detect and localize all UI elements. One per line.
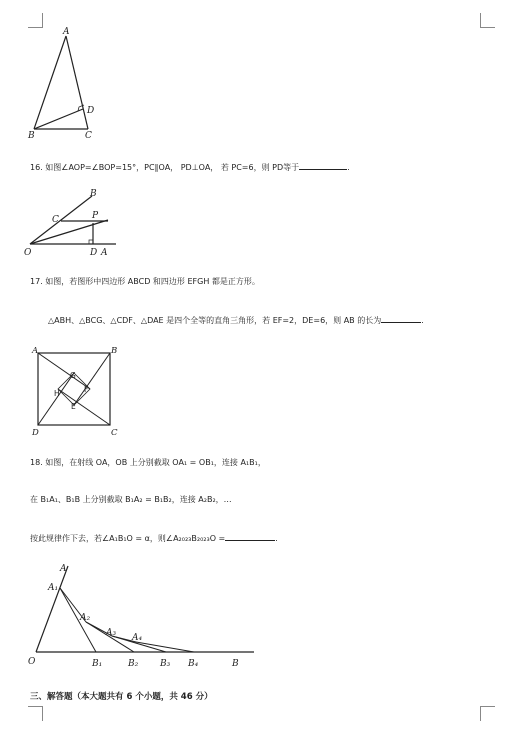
question-18-line2: 在 B₁A₁、B₁B 上分别截取 B₁A₂ = B₁B₂，连接 A₂B₂，… — [30, 495, 232, 504]
label-b: B — [232, 659, 239, 669]
figure-rays-oa-ob — [26, 560, 258, 670]
label-b: B — [90, 189, 97, 199]
label-g: G — [70, 371, 76, 380]
crop-mark-top-right — [480, 13, 495, 28]
label-b1: B₁ — [92, 659, 103, 669]
label-p: P — [92, 211, 99, 221]
q16-answer-blank — [299, 160, 347, 170]
segment-a4b4 — [136, 642, 194, 652]
segment-bg — [74, 353, 110, 405]
crop-mark-bottom-left — [28, 706, 43, 721]
label-b: B — [111, 346, 118, 356]
label-o: O — [24, 248, 32, 258]
figure-angle-aop — [24, 184, 124, 260]
q17-period: . — [421, 316, 424, 325]
question-17-line2 — [48, 313, 424, 326]
segment-cf — [58, 389, 110, 425]
label-c: C — [52, 215, 59, 225]
square-abcd — [38, 353, 110, 425]
label-b2: B₂ — [128, 659, 139, 669]
section-heading-answers: 三、解答题（本大题共有 6 个小题，共 46 分） — [30, 692, 213, 702]
label-c: C — [85, 131, 92, 141]
label-d: D — [90, 248, 98, 258]
question-18-line1: 18. 如图，在射线 OA，OB 上分别截取 OA₁ = OB₁，连接 A₁B₁， — [30, 458, 266, 467]
label-b3: B₃ — [160, 659, 171, 669]
segment-ab — [34, 36, 66, 129]
ray-ob — [30, 196, 92, 244]
label-a3: A₃ — [106, 628, 117, 638]
label-a: A — [32, 346, 39, 356]
label-a: A — [60, 564, 67, 574]
q16-number: 16. — [30, 163, 43, 172]
label-a: A — [63, 27, 70, 37]
label-c: C — [111, 428, 118, 438]
label-d: D — [87, 106, 95, 116]
q18-answer-blank — [225, 531, 275, 541]
label-e: E — [71, 402, 76, 411]
segment-a1b1 — [60, 588, 96, 652]
label-b: B — [28, 131, 35, 141]
label-a2: A₂ — [80, 613, 91, 623]
label-b4: B₄ — [188, 659, 199, 669]
segment-bd — [34, 109, 83, 129]
ray-oa — [36, 566, 68, 652]
q16-text: 如图∠AOP=∠BOP=15°，PC∥OA， PD⊥OA， 若 PC=6，则 PD等于 — [45, 163, 300, 172]
question-17-line1: 17. 如图，若图形中四边形 ABCD 和四边形 EFGH 都是正方形。 — [30, 277, 260, 286]
figure-squares — [30, 344, 120, 438]
q16-period: . — [347, 163, 350, 172]
q17-text: △ABH、△BCG、△CDF、△DAE 是四个全等的直角三角形，若 EF=2，DE=6，则 AB 的长为 — [48, 316, 382, 325]
ray-op — [30, 220, 108, 244]
label-o: O — [28, 657, 36, 667]
label-a: A — [101, 248, 108, 258]
segment-de — [38, 373, 74, 425]
figure-triangle-abc — [24, 24, 104, 144]
segment-ah — [38, 353, 90, 389]
label-h: H — [54, 389, 60, 398]
question-16 — [30, 160, 350, 173]
q18-period: . — [275, 534, 278, 543]
q18-text: 按此规律作下去，若∠A₁B₁O = α，则∠A₂₀₂₃B₂₀₂₃O = — [30, 534, 226, 543]
question-18-line3 — [30, 531, 278, 544]
q17-answer-blank — [381, 313, 421, 323]
label-a4: A₄ — [132, 633, 143, 643]
label-d: D — [32, 428, 39, 438]
label-a1: A₁ — [48, 583, 59, 593]
crop-mark-bottom-right — [480, 706, 495, 721]
label-f: F — [84, 385, 89, 394]
